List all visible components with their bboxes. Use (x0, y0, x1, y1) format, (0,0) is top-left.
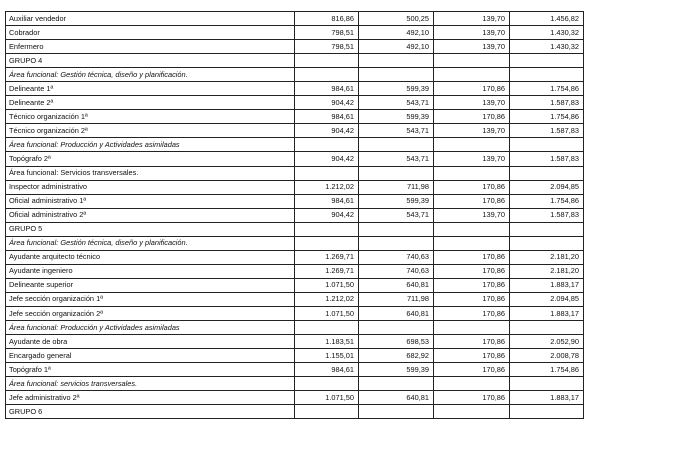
value-cell: 640,81 (359, 306, 434, 320)
table-row (6, 208, 584, 222)
area-header-row (6, 166, 584, 180)
value-cell (359, 68, 434, 82)
value-cell: 170,86 (434, 363, 510, 377)
value-cell: 1.071,50 (295, 306, 359, 320)
table-row (6, 96, 584, 110)
label-cell (6, 166, 295, 180)
value-cell: 492,10 (359, 26, 434, 40)
category-label: Ayudante ingeniero (9, 266, 73, 276)
label-cell (6, 222, 295, 236)
value-cell (434, 138, 510, 152)
area-header-row (6, 68, 584, 82)
area-label: Área funcional: Producción y Actividades asimiladas (9, 322, 180, 332)
value-cell (434, 236, 510, 250)
value-cell: 1.071,50 (295, 391, 359, 405)
value-cell (359, 138, 434, 152)
value-cell: 1.883,17 (510, 391, 584, 405)
value-cell (434, 54, 510, 68)
value-cell (295, 68, 359, 82)
area-label: Área funcional: Servicios transversales. (9, 168, 139, 178)
area-header-row (6, 138, 584, 152)
value-cell: 640,81 (359, 391, 434, 405)
category-label: Jefe sección organización 2ª (9, 308, 103, 318)
category-label: Jefe administrativo 2ª (9, 392, 80, 402)
category-label: Cobrador (9, 27, 40, 37)
category-label: Encargado general (9, 350, 72, 360)
category-label: Delineante 2ª (9, 97, 54, 107)
table-row (6, 335, 584, 349)
value-cell: 1.754,86 (510, 194, 584, 208)
label-cell (6, 278, 295, 292)
label-cell (6, 363, 295, 377)
value-cell: 492,10 (359, 40, 434, 54)
value-cell (359, 54, 434, 68)
area-label: Área funcional: Producción y Actividades asimiladas (9, 139, 180, 149)
category-label: Delineante 1ª (9, 83, 54, 93)
value-cell (510, 54, 584, 68)
value-cell: 170,86 (434, 278, 510, 292)
value-cell: 543,71 (359, 124, 434, 138)
value-cell: 740,63 (359, 264, 434, 278)
value-cell (510, 321, 584, 335)
category-label: Auxiliar vendedor (9, 13, 67, 23)
value-cell: 170,86 (434, 250, 510, 264)
value-cell: 2.008,78 (510, 349, 584, 363)
label-cell (6, 40, 295, 54)
value-cell: 599,39 (359, 82, 434, 96)
value-cell (295, 138, 359, 152)
table-row (6, 306, 584, 320)
value-cell: 984,61 (295, 82, 359, 96)
group-header-row (6, 405, 584, 419)
label-cell (6, 12, 295, 26)
table-row (6, 349, 584, 363)
value-cell (295, 54, 359, 68)
value-cell: 1.754,86 (510, 82, 584, 96)
table-row (6, 180, 584, 194)
value-cell: 740,63 (359, 250, 434, 264)
value-cell (510, 166, 584, 180)
value-cell: 543,71 (359, 96, 434, 110)
value-cell (295, 166, 359, 180)
label-cell (6, 391, 295, 405)
value-cell: 1.212,02 (295, 292, 359, 306)
label-cell (6, 236, 295, 250)
value-cell: 984,61 (295, 110, 359, 124)
label-cell (6, 208, 295, 222)
value-cell: 798,51 (295, 40, 359, 54)
value-cell (359, 222, 434, 236)
label-cell (6, 54, 295, 68)
category-label: Delineante superior (9, 280, 74, 290)
area-label: Área funcional: servicios transversales. (9, 378, 138, 388)
value-cell: 2.052,90 (510, 335, 584, 349)
value-cell: 682,92 (359, 349, 434, 363)
value-cell (359, 236, 434, 250)
label-cell (6, 335, 295, 349)
table-row (6, 26, 584, 40)
value-cell: 1.754,86 (510, 110, 584, 124)
category-label: Ayudante arquitecto técnico (9, 252, 101, 262)
value-cell (359, 377, 434, 391)
category-label: Técnico organización 1ª (9, 111, 88, 121)
category-label: Técnico organización 2ª (9, 125, 88, 135)
group-header-row (6, 222, 584, 236)
label-cell (6, 138, 295, 152)
category-label: Jefe sección organización 1ª (9, 294, 103, 304)
table-row (6, 124, 584, 138)
label-cell (6, 194, 295, 208)
value-cell: 1.587,83 (510, 96, 584, 110)
category-label: Enfermero (9, 41, 44, 51)
label-cell (6, 26, 295, 40)
area-label: Área funcional: Gestión técnica, diseño y planificación. (9, 238, 188, 248)
table-row (6, 250, 584, 264)
table-row (6, 82, 584, 96)
value-cell: 1.071,50 (295, 278, 359, 292)
label-cell (6, 152, 295, 166)
value-cell (510, 377, 584, 391)
value-cell: 2.094,85 (510, 180, 584, 194)
value-cell: 1.883,17 (510, 278, 584, 292)
label-cell (6, 96, 295, 110)
label-cell (6, 349, 295, 363)
value-cell: 139,70 (434, 96, 510, 110)
value-cell (510, 138, 584, 152)
label-cell (6, 264, 295, 278)
label-cell (6, 321, 295, 335)
label-cell (6, 250, 295, 264)
value-cell: 139,70 (434, 26, 510, 40)
table-row (6, 194, 584, 208)
value-cell (359, 405, 434, 419)
value-cell (359, 321, 434, 335)
group-label: GRUPO 5 (9, 224, 43, 234)
label-cell (6, 306, 295, 320)
table-row (6, 391, 584, 405)
value-cell: 170,86 (434, 264, 510, 278)
table-row (6, 363, 584, 377)
category-label: Inspector administrativo (9, 182, 88, 192)
value-cell: 984,61 (295, 363, 359, 377)
value-cell: 170,86 (434, 349, 510, 363)
value-cell: 139,70 (434, 12, 510, 26)
value-cell: 904,42 (295, 96, 359, 110)
value-cell (434, 222, 510, 236)
area-label: Área funcional: Gestión técnica, diseño y planificación. (9, 69, 188, 79)
value-cell: 2.181,20 (510, 264, 584, 278)
value-cell: 1.430,32 (510, 26, 584, 40)
group-label: GRUPO 4 (9, 55, 43, 65)
value-cell: 599,39 (359, 363, 434, 377)
value-cell (295, 222, 359, 236)
label-cell (6, 377, 295, 391)
area-header-row (6, 377, 584, 391)
value-cell: 170,86 (434, 292, 510, 306)
value-cell: 816,86 (295, 12, 359, 26)
value-cell: 139,70 (434, 40, 510, 54)
value-cell: 904,42 (295, 124, 359, 138)
label-cell (6, 292, 295, 306)
table-row (6, 12, 584, 26)
value-cell: 1.587,83 (510, 152, 584, 166)
value-cell: 2.181,20 (510, 250, 584, 264)
label-cell (6, 124, 295, 138)
value-cell: 170,86 (434, 82, 510, 96)
group-label: GRUPO 6 (9, 406, 43, 416)
category-label: Oficial administrativo 1ª (9, 196, 87, 206)
value-cell: 599,39 (359, 110, 434, 124)
value-cell (510, 68, 584, 82)
category-label: Oficial administrativo 2ª (9, 210, 87, 220)
category-label: Topógrafo 1ª (9, 364, 51, 374)
category-label: Topógrafo 2ª (9, 153, 51, 163)
value-cell: 599,39 (359, 194, 434, 208)
salary-table-body (6, 12, 584, 419)
value-cell: 711,98 (359, 180, 434, 194)
value-cell: 1.212,02 (295, 180, 359, 194)
value-cell: 984,61 (295, 194, 359, 208)
value-cell (434, 377, 510, 391)
value-cell: 170,86 (434, 180, 510, 194)
value-cell: 1.183,51 (295, 335, 359, 349)
area-header-row (6, 236, 584, 250)
value-cell (295, 321, 359, 335)
value-cell: 1.587,83 (510, 124, 584, 138)
value-cell: 698,53 (359, 335, 434, 349)
value-cell (434, 321, 510, 335)
area-header-row (6, 321, 584, 335)
value-cell (510, 405, 584, 419)
value-cell: 139,70 (434, 124, 510, 138)
label-cell (6, 82, 295, 96)
value-cell: 2.094,85 (510, 292, 584, 306)
table-row (6, 292, 584, 306)
value-cell: 1.269,71 (295, 250, 359, 264)
value-cell: 904,42 (295, 152, 359, 166)
value-cell: 500,25 (359, 12, 434, 26)
value-cell (295, 236, 359, 250)
group-header-row (6, 54, 584, 68)
value-cell: 139,70 (434, 152, 510, 166)
table-row (6, 278, 584, 292)
value-cell (359, 166, 434, 180)
value-cell (434, 68, 510, 82)
label-cell (6, 110, 295, 124)
value-cell (510, 222, 584, 236)
salary-table (5, 11, 584, 419)
table-row (6, 40, 584, 54)
value-cell: 640,81 (359, 278, 434, 292)
value-cell: 1.883,17 (510, 306, 584, 320)
table-row (6, 264, 584, 278)
table-row (6, 152, 584, 166)
table-row (6, 110, 584, 124)
value-cell: 139,70 (434, 208, 510, 222)
value-cell: 711,98 (359, 292, 434, 306)
value-cell: 1.269,71 (295, 264, 359, 278)
value-cell: 170,86 (434, 391, 510, 405)
value-cell: 1.430,32 (510, 40, 584, 54)
value-cell (510, 236, 584, 250)
label-cell (6, 405, 295, 419)
value-cell: 1.754,86 (510, 363, 584, 377)
category-label: Ayudante de obra (9, 336, 68, 346)
value-cell (434, 405, 510, 419)
value-cell: 543,71 (359, 208, 434, 222)
value-cell (295, 377, 359, 391)
value-cell (434, 166, 510, 180)
label-cell (6, 180, 295, 194)
value-cell: 170,86 (434, 335, 510, 349)
value-cell: 904,42 (295, 208, 359, 222)
value-cell: 1.587,83 (510, 208, 584, 222)
value-cell: 1.155,01 (295, 349, 359, 363)
value-cell: 798,51 (295, 26, 359, 40)
value-cell (295, 405, 359, 419)
value-cell: 170,86 (434, 306, 510, 320)
value-cell: 170,86 (434, 194, 510, 208)
label-cell (6, 68, 295, 82)
value-cell: 170,86 (434, 110, 510, 124)
value-cell: 1.456,82 (510, 12, 584, 26)
value-cell: 543,71 (359, 152, 434, 166)
